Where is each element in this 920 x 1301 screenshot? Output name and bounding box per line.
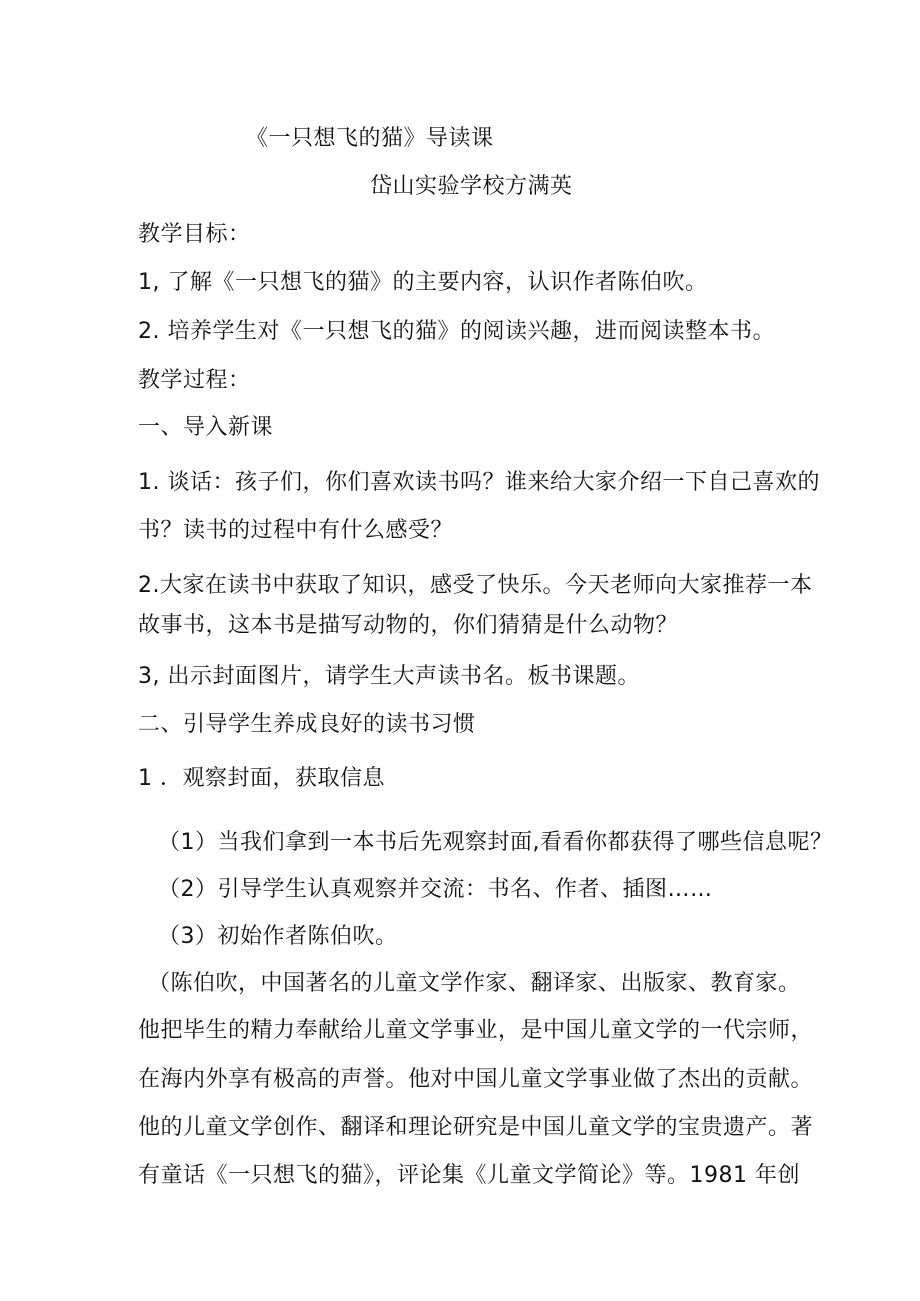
list-item: （2）引导学生认真观察并交流：书名、作者、插图…… — [158, 877, 713, 902]
paragraph-line: 他把毕生的精力奉献给儿童文学事业，是中国儿童文学的一代宗师， — [138, 1018, 814, 1043]
paragraph-line: 3, 出示封面图片，请学生大声读书名。板书课题。 — [138, 664, 640, 689]
paragraph-line: 在海内外享有极高的声誉。他对中国儿童文学事业做了杰出的贡献。 — [138, 1067, 814, 1092]
section-heading-process: 教学过程： — [138, 368, 251, 393]
paragraph-line: 1. 谈话：孩子们，你们喜欢读书吗？谁来给大家介绍一下自己喜欢的 — [138, 470, 820, 495]
list-heading: 1 ．观察封面，获取信息 — [138, 766, 385, 791]
subsection-heading: 二、引导学生养成良好的读书习惯 — [138, 712, 476, 737]
section-heading-objectives: 教学目标： — [138, 222, 251, 247]
subsection-heading: 一、导入新课 — [138, 415, 274, 440]
paragraph-line: （陈伯吹，中国著名的儿童文学作家、翻译家、出版家、教育家。 — [148, 971, 801, 996]
paragraph-line: 2.大家在读书中获取了知识，感受了快乐。今天老师向大家推荐一本 — [138, 573, 813, 598]
list-item: （1）当我们拿到一本书后先观察封面,看看你都获得了哪些信息呢？ — [158, 830, 833, 855]
paragraph-line: 书？读书的过程中有什么感受？ — [138, 518, 454, 543]
objective-item: 1, 了解《一只想飞的猫》的主要内容，认识作者陈伯吹。 — [138, 270, 708, 295]
list-item: （3）初始作者陈伯吹。 — [158, 924, 398, 949]
paragraph-line: 故事书，这本书是描写动物的，你们猜猜是什么动物？ — [138, 613, 679, 638]
paragraph-line: 他的儿童文学创作、翻译和理论研究是中国儿童文学的宝贵遗产。著 — [138, 1115, 814, 1140]
objective-item: 2. 培养学生对《一只想飞的猫》的阅读兴趣，进而阅读整本书。 — [138, 319, 775, 344]
document-title: 《一只想飞的猫》导读课 — [246, 126, 494, 151]
paragraph-line: 有童话《一只想飞的猫》，评论集《儿童文学简论》等。1981 年创 — [138, 1163, 800, 1188]
document-author: 岱山实验学校方满英 — [370, 174, 573, 199]
